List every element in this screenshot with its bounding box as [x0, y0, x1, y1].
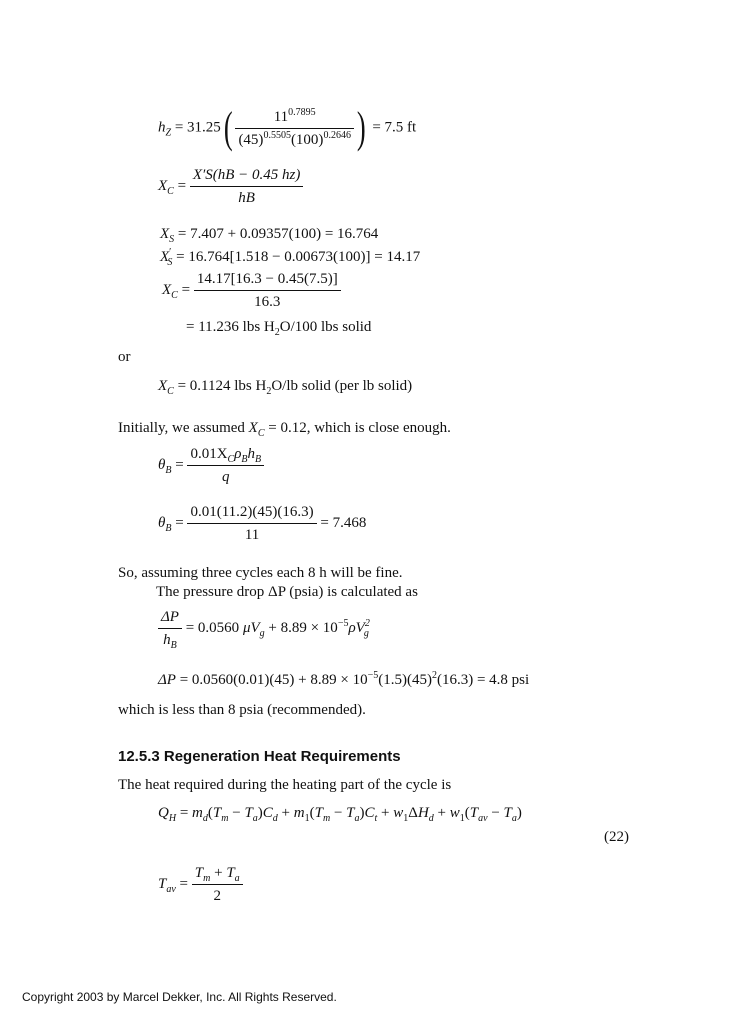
hz-den-a: (45) — [238, 131, 264, 148]
hz-symbol: h — [158, 119, 166, 136]
theta-calc-fraction — [187, 503, 316, 544]
tav-denominator: 2 — [213, 888, 221, 904]
so-assuming-text: So, assuming three cycles each 8 h will be fine. — [118, 565, 403, 581]
equation-theta-formula: $\theta_B$ = $\frac{0.01X_C\rho_Bh_B}{q}$ — [158, 445, 264, 486]
xs-prime-value: = 16.764[1.518 − 0.00673(100)] = 14.17 — [176, 249, 421, 265]
theta-fraction: $\frac{0.01X_C\rho_Bh_B}{q}$ — [187, 445, 264, 486]
hz-subscript: Z — [165, 127, 172, 139]
xc-formula-denominator: hB — [238, 190, 255, 206]
xs-value: = 7.407 + 0.09357(100) = 16.764 — [177, 226, 379, 242]
hz-num-base: 11 — [273, 108, 289, 125]
theta-numerator: 0.01X — [190, 446, 228, 462]
dp-denominator: h — [163, 632, 171, 648]
left-paren: ( — [223, 103, 233, 152]
right-paren: ) — [356, 103, 366, 152]
hz-result: = 7.5 ft — [368, 119, 417, 136]
xc-fraction — [190, 166, 304, 207]
theta-calc-numerator: 0.01(11.2)(45)(16.3) — [187, 503, 316, 524]
section-heading: 12.5.3 Regeneration Heat Requirements — [118, 748, 401, 765]
tav-num-a: T — [194, 865, 204, 881]
equation-qh: $Q_H = m_d(T_m - T_a)C_d + m_1(T_m - T_a)C_t + w_1\Delta H_d + w_1(T_{av} - T_a)$ — [158, 805, 522, 824]
dp-rhs-a: = 0.0560 — [181, 619, 243, 636]
xc-subscript: C — [167, 185, 174, 197]
equation-xc-calc: $X_C$ = $\frac{14.17[16.3 - 0.45(7.5)]}{16.3}$ — [162, 270, 341, 311]
equation-dp-calc: $\Delta P = 0.0560(0.01)(45) + 8.89 \times 10^{-5}(1.5)(45)^2(16.3) = 4.8$ psi — [158, 670, 530, 688]
equation-xc-formula: $X_C$ = $\frac{X'S(hB - 0.45 hz)}{hB}$ — [158, 166, 303, 207]
initially-value: = 0.12, which is close enough. — [264, 420, 451, 436]
hz-coefficient: = 31.25 — [171, 119, 221, 136]
equation-tav: $T_{av}$ = $\frac{T_m + T_a}{2}$ — [158, 864, 243, 905]
xc-perlb-b: O/lb solid (per lb solid) — [271, 378, 413, 394]
pressure-drop-text: The pressure drop ΔP (psia) is calculated as — [156, 584, 418, 600]
equation-xs-prime: $X'_S = 16.764[1.518 - 0.00673(100)] = 14.17$ — [160, 247, 421, 268]
xc-formula-numerator: X′S(hB − 0.45 hz) — [190, 166, 304, 187]
tav-fraction: $\frac{T_m + T_a}{2}$ — [192, 864, 243, 905]
or-text: or — [118, 349, 131, 365]
xc-result-b: O/100 lbs solid — [279, 319, 372, 335]
initially-text: Initially, we assumed — [118, 420, 249, 436]
dp-calc-exp2: 2 — [431, 670, 437, 681]
equation-number: (22) — [604, 829, 629, 845]
dp-fraction: $\frac{\Delta P}{h_B}$ — [158, 608, 182, 649]
copyright-footer: Copyright 2003 by Marcel Dekker, Inc. All Rights Reserved. — [22, 990, 337, 1004]
xc-symbol: X — [158, 177, 168, 194]
dp-calc-c: (16.3) = 4.8 psi — [436, 672, 530, 688]
equation-theta-calc: $\theta_B$ = $\frac{0.01(11.2)(45)(16.3)}{11}$ = 7.468 — [158, 504, 367, 543]
dp-calc-b: (1.5)(45) — [378, 672, 432, 688]
dp-rhs-exp: −5 — [337, 617, 349, 629]
equation-xc-perlb: $X_C = 0.1124$ lbs $H_2O/lb$ solid (per lb solid) — [158, 378, 413, 397]
less-than-text: which is less than 8 psia (recommended). — [118, 702, 366, 718]
theta-calc-denominator: 11 — [244, 527, 260, 543]
hz-den-a-exp: 0.5505 — [263, 129, 291, 141]
hz-den-b-exp: 0.2646 — [323, 129, 351, 141]
theta-result: = 7.468 — [316, 514, 367, 531]
equation-dp-formula: $\frac{\Delta P}{h_B}$ = 0.0560 $\mu V_g + 8.89 \times 10^{-5}\rho V^2_g$ — [158, 608, 369, 649]
dp-calc-exp: −5 — [367, 670, 379, 681]
xc-calc-numerator: 14.17[16.3 − 0.45(7.5)] — [194, 270, 341, 291]
xc-result-a: = 11.236 lbs H — [186, 319, 275, 335]
initially-paragraph: Initially, we assumed $X_C = 0.12$, which is close enough. — [118, 420, 451, 439]
equation-xs: $X_S = 7.407 + 0.09357(100) = 16.764$ — [160, 226, 379, 245]
hz-fraction — [235, 108, 354, 149]
dp-rhs-b: + 8.89 × 10 — [264, 619, 338, 636]
hz-den-b: (100) — [290, 131, 324, 148]
xc-calc-denominator: 16.3 — [254, 294, 281, 310]
dp-calc-a: = 0.0560(0.01)(45) + 8.89 × 10 — [175, 672, 368, 688]
dp-numerator: ΔP — [158, 608, 182, 629]
xc-perlb-a: = 0.1124 lbs H — [173, 378, 267, 394]
heat-required-text: The heat required during the heating part of the cycle is — [118, 777, 452, 793]
xc-calc-fraction — [194, 270, 341, 311]
hz-num-exp: 0.7895 — [288, 106, 316, 118]
theta-denominator: q — [222, 469, 230, 485]
equation-hz — [158, 103, 417, 152]
equation-xc-result: = 11.236 lbs $H_2O/100$ lbs solid — [186, 319, 372, 338]
